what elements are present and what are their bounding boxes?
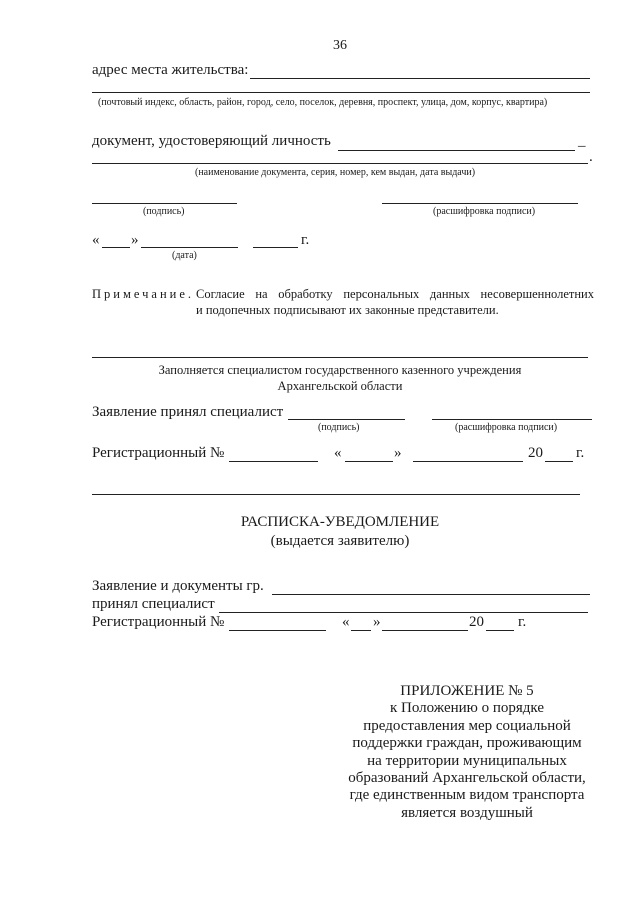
receipt-subtitle: (выдается заявителю) [270,533,410,549]
specialist-separator [92,357,588,358]
signature-field[interactable] [92,203,237,204]
date-month-field[interactable] [141,247,238,248]
receipt-reg-close-quote: » [373,614,381,630]
date-year-field[interactable] [253,247,298,248]
receipt-reg-year-prefix: 20 [469,614,484,630]
specialist-signature-caption: (подпись) [318,422,360,433]
specialist-reg-year-suffix: г. [576,445,585,461]
signature-decoding-field[interactable] [382,203,578,204]
specialist-reg-close-quote: » [394,445,402,461]
date-year-suffix: г. [301,232,310,248]
page-number: 36 [333,38,347,53]
date-open-quote: « [92,232,100,248]
receipt-title: РАСПИСКА-УВЕДОМЛЕНИЕ [240,514,440,530]
identity-doc-field[interactable] [338,150,575,151]
note-line-1: Согласие на обработку персональных данных несовершеннолетних [196,287,594,301]
receipt-accepted-label: принял специалист [92,596,215,612]
specialist-decoding-field[interactable] [432,419,592,420]
receipt-reg-day-field[interactable] [351,630,371,631]
specialist-signature-field[interactable] [288,419,405,420]
specialist-decoding-caption: (расшифровка подписи) [455,422,558,433]
note-label: Примечание. [92,287,195,301]
identity-doc-caption: (наименование документа, серия, номер, кем выдан, дата выдачи) [195,167,476,178]
address-label: адрес места жительства: [92,62,249,78]
specialist-accepted-label: Заявление принял специалист [92,404,284,420]
appendix-line: поддержки граждан, проживающим [352,735,582,752]
specialist-reg-day-field[interactable] [345,461,393,462]
note-line-2: и подопечных подписывают их законные представители. [196,303,499,317]
receipt-reg-year-field[interactable] [486,630,514,631]
signature-caption: (подпись) [143,206,185,217]
specialist-reg-month-field[interactable] [413,461,523,462]
identity-doc-field-line2[interactable] [92,163,588,164]
specialist-reg-number-field[interactable] [229,461,318,462]
receipt-reg-number-field[interactable] [229,630,326,631]
specialist-heading-line-1: Заполняется специалистом государственного казенного учреждения [158,363,522,377]
identity-doc-end-dot: . [589,149,593,165]
receipt-reg-month-field[interactable] [382,630,468,631]
receipt-docs-label: Заявление и документы гр. [92,578,264,594]
signature-decoding-caption: (расшифровка подписи) [433,206,536,217]
address-field[interactable] [250,78,590,79]
appendix-title: ПРИЛОЖЕНИЕ № 5 [400,683,534,699]
appendix-line: где единственным видом транспорта [349,787,585,804]
appendix-line: является воздушный [401,804,533,821]
specialist-reg-label: Регистрационный № [92,445,225,461]
appendix-block [338,683,596,822]
appendix-line: к Положению о порядке [390,700,544,717]
specialist-reg-year-field[interactable] [545,461,573,462]
date-close-quote: » [131,232,139,248]
identity-doc-label: документ, удостоверяющий личность [92,133,331,149]
date-day-field[interactable] [102,247,130,248]
receipt-reg-year-suffix: г. [518,614,527,630]
specialist-heading-line-2: Архангельской области [277,379,403,393]
date-caption: (дата) [172,250,197,261]
appendix-line: предоставления мер социальной [363,717,571,734]
receipt-applicant-field[interactable] [272,594,590,595]
appendix-line: образований Архангельской области, [348,770,586,787]
receipt-reg-label: Регистрационный № [92,614,225,630]
appendix-line: на территории муниципальных [367,752,567,769]
specialist-reg-year-prefix: 20 [528,445,543,461]
address-field-line2[interactable] [92,92,590,93]
identity-doc-trail: _ [578,133,586,149]
receipt-reg-open-quote: « [342,614,350,630]
specialist-reg-open-quote: « [334,445,342,461]
receipt-separator [92,494,580,495]
address-caption: (почтовый индекс, область, район, город, село, поселок, деревня, проспект, улица, дом, корпус, квартира) [98,97,548,108]
receipt-specialist-field[interactable] [219,612,588,613]
